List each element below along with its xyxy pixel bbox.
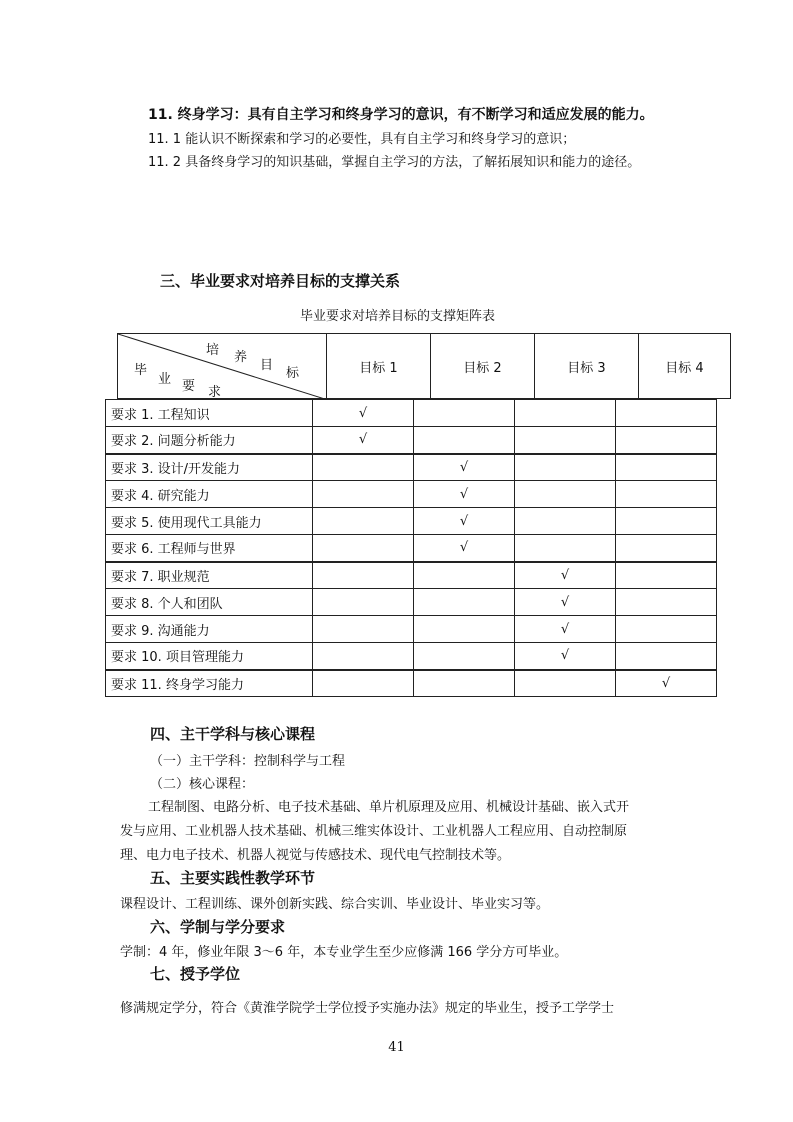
table-row [106, 670, 717, 697]
corner-bottom-char: 要 [182, 379, 196, 394]
check-mark [414, 643, 515, 670]
section-4-sub-1: （一）主干学科：控制科学与工程 [150, 754, 346, 769]
corner-top-char: 培 [206, 343, 220, 358]
corner-bottom-char: 求 [208, 385, 222, 400]
check-mark [313, 670, 414, 697]
requirement-label: 要求 2. 问题分析能力 [106, 427, 313, 454]
requirement-label: 要求 9. 沟通能力 [106, 616, 313, 643]
check-mark [313, 508, 414, 535]
section-5-text: 课程设计、工程训练、课外创新实践、综合实训、毕业设计、毕业实习等。 [120, 897, 550, 912]
corner-top-char: 标 [286, 366, 300, 381]
check-mark [414, 616, 515, 643]
requirement-label: 要求 1. 工程知识 [106, 400, 313, 427]
check-mark [616, 454, 717, 481]
core-courses-line-3: 理、电力电子技术、机器人视觉与传感技术、现代电气控制技术等。 [120, 848, 511, 863]
requirement-label: 要求 11. 终身学习能力 [106, 670, 313, 697]
requirement-label: 要求 10. 项目管理能力 [106, 643, 313, 670]
requirement-label: 要求 5. 使用现代工具能力 [106, 508, 313, 535]
check-mark [515, 508, 616, 535]
check-mark [616, 643, 717, 670]
column-header-goal-4: 目标 4 [638, 333, 731, 399]
section-11-item-1: 11. 1 能认识不断探索和学习的必要性，具有自主学习和终身学习的意识； [148, 132, 576, 147]
check-mark: √ [414, 481, 515, 508]
check-mark: √ [414, 454, 515, 481]
check-mark [616, 616, 717, 643]
section-4-sub-2: （二）核心课程： [150, 777, 255, 792]
column-header-goal-2: 目标 2 [430, 333, 535, 399]
table-row [106, 427, 717, 454]
support-matrix-table [105, 399, 717, 697]
table-row [106, 589, 717, 616]
check-mark [414, 427, 515, 454]
check-mark: √ [515, 616, 616, 643]
check-mark [515, 481, 616, 508]
check-mark [414, 562, 515, 589]
check-mark [313, 481, 414, 508]
table-title: 毕业要求对培养目标的支撑矩阵表 [300, 309, 496, 324]
core-courses-line-2: 发与应用、工业机器人技术基础、机械三维实体设计、工业机器人工程应用、自动控制原 [120, 824, 628, 839]
check-mark [414, 400, 515, 427]
section-4-heading: 四、主干学科与核心课程 [150, 725, 316, 743]
check-mark: √ [414, 535, 515, 562]
table-row [106, 454, 717, 481]
check-mark: √ [414, 508, 515, 535]
check-mark [616, 427, 717, 454]
check-mark [313, 562, 414, 589]
check-mark [313, 535, 414, 562]
check-mark [515, 535, 616, 562]
core-courses-line-1: 工程制图、电路分析、电子技术基础、单片机原理及应用、机械设计基础、嵌入式开 [148, 800, 630, 815]
requirement-label: 要求 4. 研究能力 [106, 481, 313, 508]
check-mark: √ [515, 643, 616, 670]
check-mark: √ [313, 400, 414, 427]
corner-bottom-char: 毕 [134, 363, 148, 378]
corner-bottom-char: 业 [158, 372, 172, 387]
column-header-goal-3: 目标 3 [534, 333, 639, 399]
column-header-goal-1: 目标 1 [326, 333, 431, 399]
table-row [106, 508, 717, 535]
check-mark [616, 589, 717, 616]
check-mark: √ [313, 427, 414, 454]
check-mark [515, 454, 616, 481]
section-11-item-2: 11. 2 具备终身学习的知识基础，掌握自主学习的方法，了解拓展知识和能力的途径。 [148, 155, 641, 170]
section-6-heading: 六、学制与学分要求 [150, 918, 286, 936]
check-mark: √ [515, 562, 616, 589]
check-mark [515, 427, 616, 454]
header-corner-cell [117, 333, 327, 399]
table-row [106, 562, 717, 589]
check-mark [313, 589, 414, 616]
corner-top-char: 目 [260, 358, 274, 373]
check-mark [616, 400, 717, 427]
check-mark [616, 481, 717, 508]
corner-top-char: 养 [234, 350, 248, 365]
requirement-label: 要求 7. 职业规范 [106, 562, 313, 589]
section-5-heading: 五、主要实践性教学环节 [150, 869, 316, 887]
table-row [106, 643, 717, 670]
check-mark [616, 535, 717, 562]
page-number: 41 [388, 1040, 405, 1055]
matrix-header [117, 333, 731, 399]
table-row [106, 535, 717, 562]
table-row [106, 481, 717, 508]
check-mark: √ [515, 589, 616, 616]
requirement-label: 要求 8. 个人和团队 [106, 589, 313, 616]
table-row [106, 400, 717, 427]
check-mark [616, 508, 717, 535]
check-mark [515, 670, 616, 697]
section-11-heading: 11. 终身学习：具有自主学习和终身学习的意识，有不断学习和适应发展的能力。 [148, 107, 654, 123]
section-3-heading: 三、毕业要求对培养目标的支撑关系 [160, 272, 401, 290]
section-7-text: 修满规定学分，符合《黄淮学院学士学位授予实施办法》规定的毕业生，授予工学学士 [120, 1001, 615, 1016]
requirement-label: 要求 3. 设计/开发能力 [106, 454, 313, 481]
section-7-heading: 七、授予学位 [150, 965, 241, 983]
check-mark [616, 562, 717, 589]
check-mark [515, 400, 616, 427]
table-row [106, 616, 717, 643]
requirement-label: 要求 6. 工程师与世界 [106, 535, 313, 562]
check-mark: √ [616, 670, 717, 697]
check-mark [414, 589, 515, 616]
check-mark [313, 616, 414, 643]
check-mark [313, 643, 414, 670]
check-mark [414, 670, 515, 697]
check-mark [313, 454, 414, 481]
section-6-text: 学制：4 年，修业年限 3～6 年，本专业学生至少应修满 166 学分方可毕业。 [120, 945, 568, 960]
